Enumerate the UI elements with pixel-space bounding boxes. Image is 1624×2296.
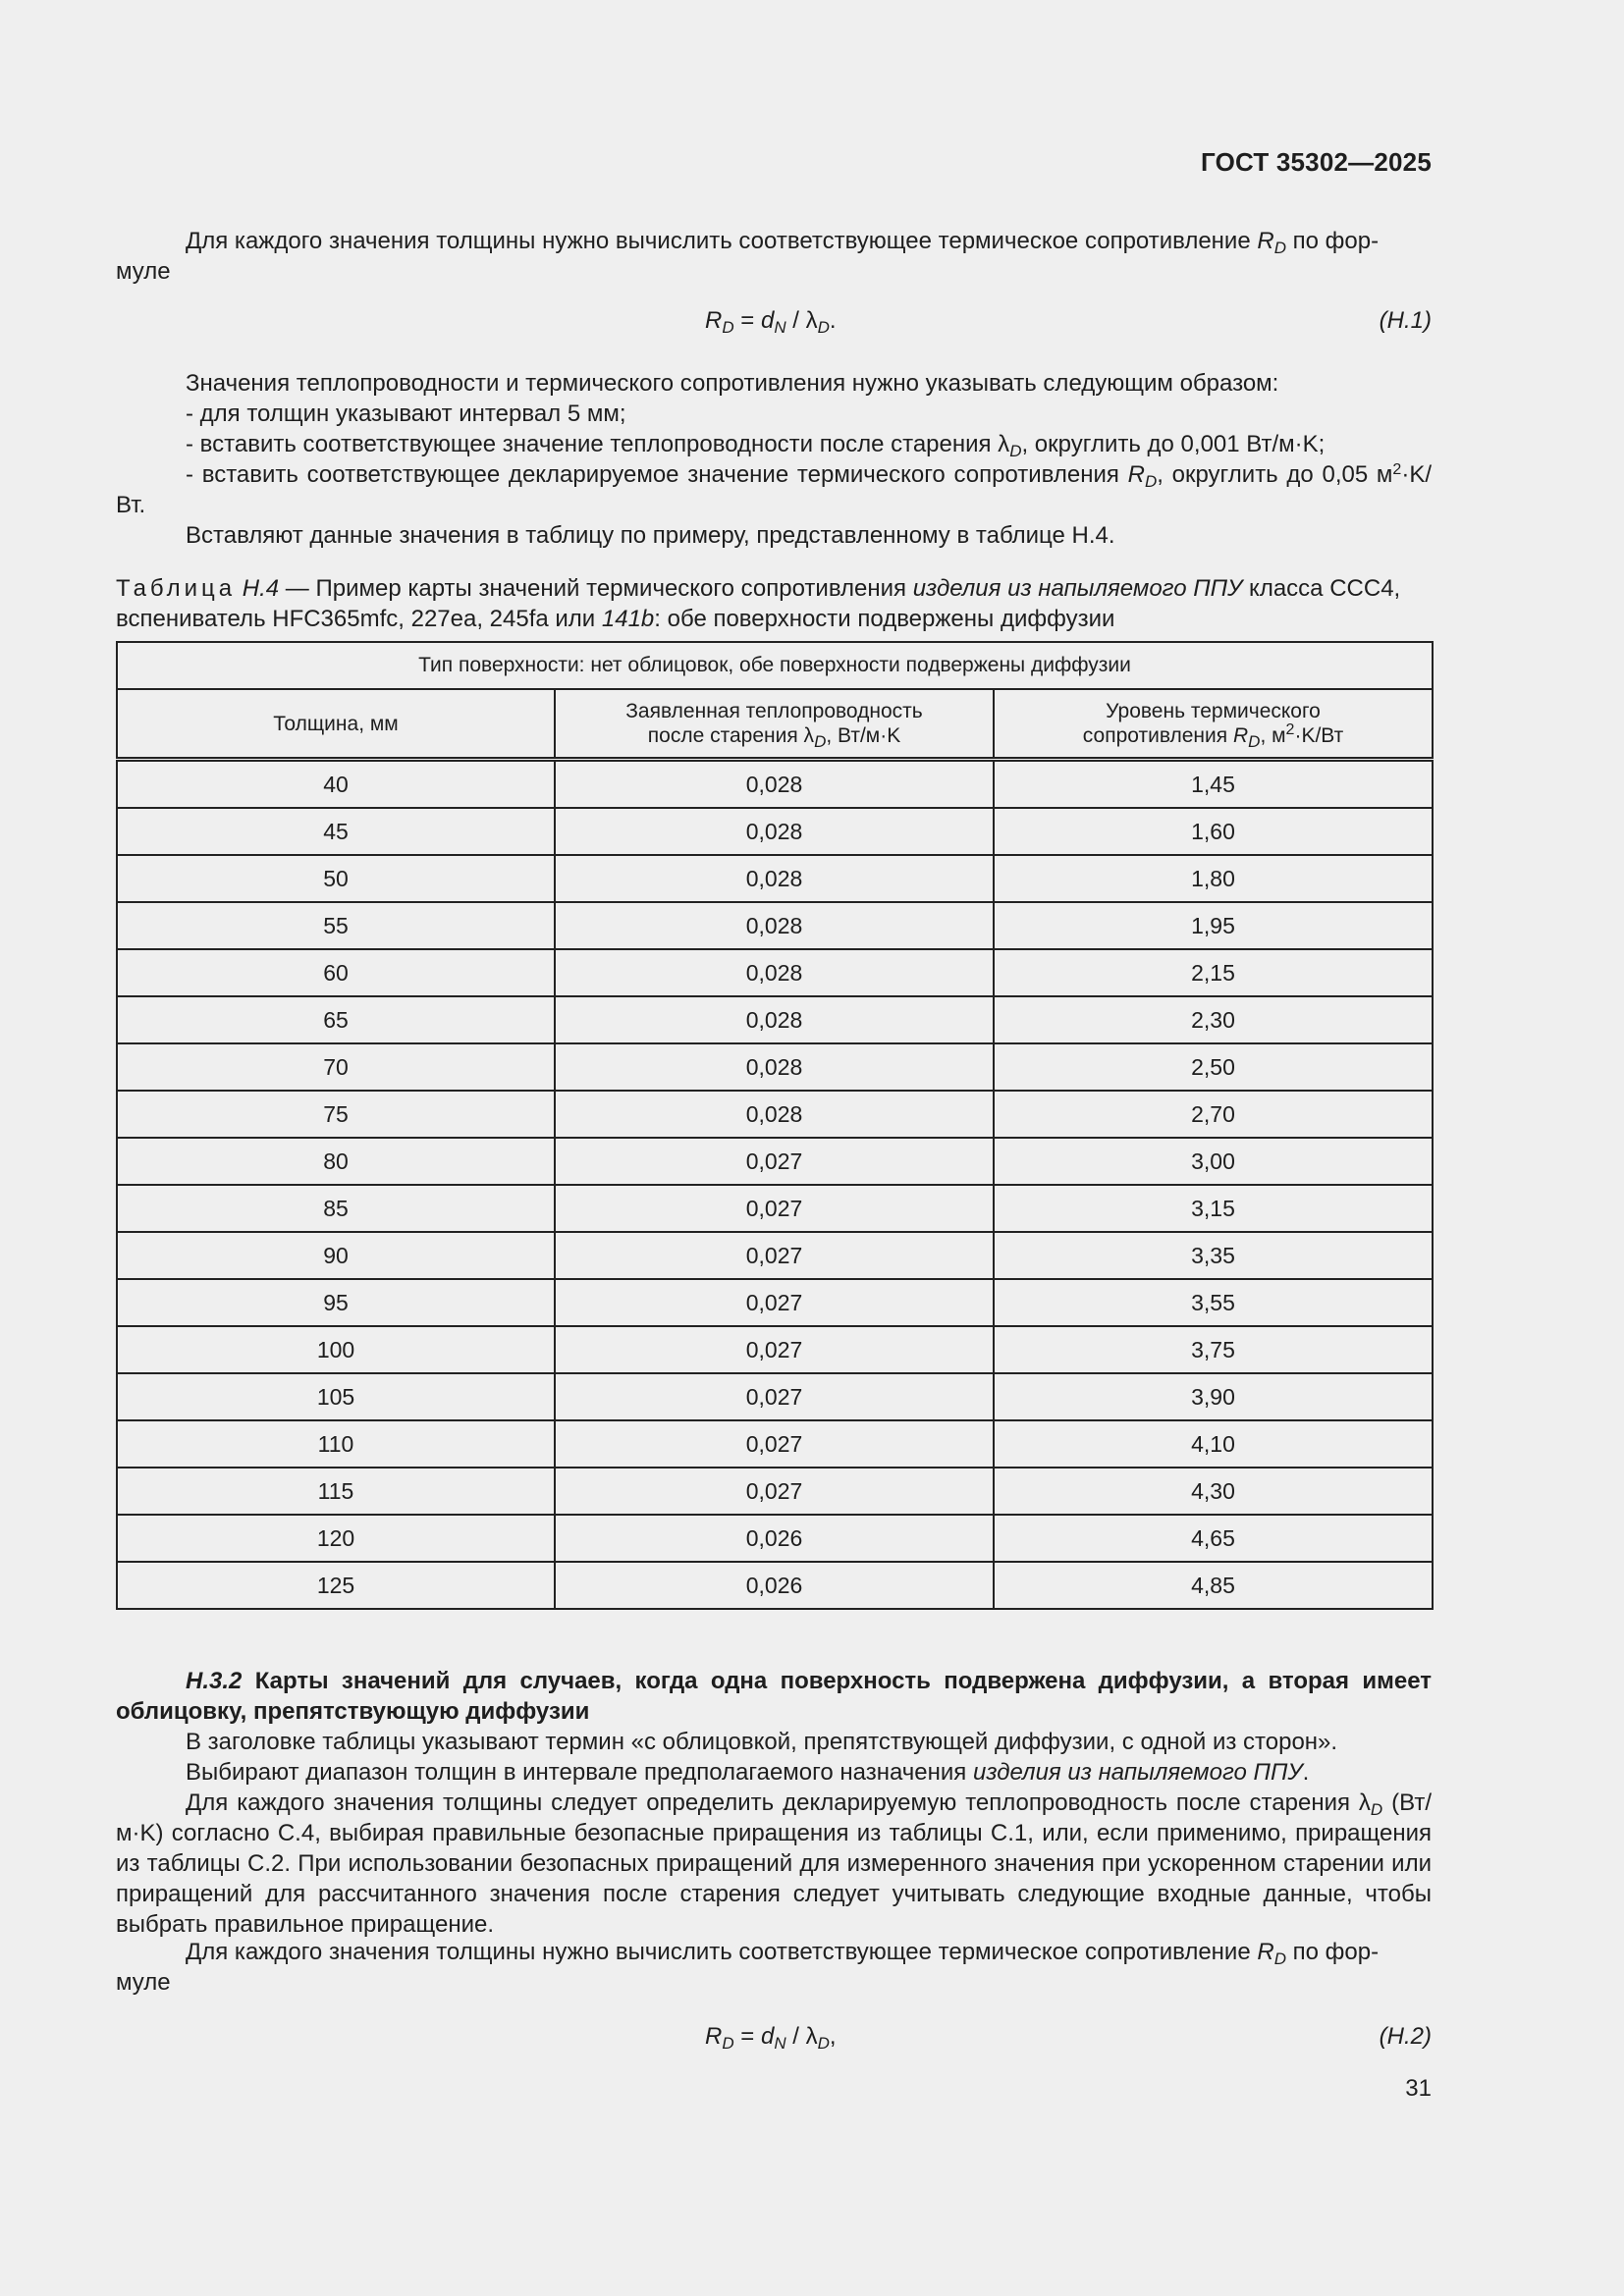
cell-conductivity: 0,028 bbox=[555, 855, 994, 902]
section-paragraph-4-cont: муле bbox=[116, 1969, 171, 1996]
cell-thickness: 80 bbox=[117, 1138, 555, 1185]
cell-conductivity: 0,027 bbox=[555, 1468, 994, 1515]
equation-h2 bbox=[116, 2023, 1432, 2056]
cell-resistance: 3,15 bbox=[994, 1185, 1433, 1232]
cell-thickness: 75 bbox=[117, 1091, 555, 1138]
cell-resistance: 2,70 bbox=[994, 1091, 1433, 1138]
cell-thickness: 115 bbox=[117, 1468, 555, 1515]
table-row bbox=[117, 1420, 1433, 1468]
list-item-2: - вставить соответствующее значение теплопроводности после старения $\lambda_D$, округлить до 0,001 Вт/м·K; bbox=[186, 431, 1326, 460]
table-row bbox=[117, 1091, 1433, 1138]
table-row bbox=[117, 1279, 1433, 1326]
cell-thickness: 105 bbox=[117, 1373, 555, 1420]
cell-conductivity: 0,028 bbox=[555, 1091, 994, 1138]
cell-resistance: 4,30 bbox=[994, 1468, 1433, 1515]
cell-resistance: 2,15 bbox=[994, 949, 1433, 996]
cell-conductivity: 0,026 bbox=[555, 1562, 994, 1609]
cell-thickness: 60 bbox=[117, 949, 555, 996]
page-number: 31 bbox=[1405, 2075, 1432, 2102]
cell-conductivity: 0,026 bbox=[555, 1515, 994, 1562]
table-row bbox=[117, 1326, 1433, 1373]
cell-conductivity: 0,028 bbox=[555, 760, 994, 809]
cell-resistance: 4,65 bbox=[994, 1515, 1433, 1562]
table-row bbox=[117, 1562, 1433, 1609]
section-paragraph-4: Для каждого значения толщины нужно вычислить соответствующее термическое сопротивление $R_D$ по фор- bbox=[186, 1939, 1380, 1968]
cell-conductivity: 0,028 bbox=[555, 902, 994, 949]
document-code: ГОСТ 35302—2025 bbox=[1201, 147, 1432, 177]
list-item-1: - для толщин указывают интервал 5 мм; bbox=[186, 400, 626, 427]
document-page bbox=[116, 0, 1432, 2296]
table-row bbox=[117, 902, 1433, 949]
table-row bbox=[117, 1138, 1433, 1185]
table-span-header: Тип поверхности: нет облицовок, обе поверхности подвержены диффузии bbox=[117, 642, 1433, 689]
section-paragraph-1: В заголовке таблицы указывают термин «с облицовкой, препятствующей диффузии, с одной из сторон». bbox=[186, 1729, 1338, 1755]
section-title: Карты значений для случаев, когда одна поверхность подвержена диффузии, а вторая имеет облицовку, препятствующую диффузии bbox=[116, 1668, 1432, 1725]
column-header-thickness: Толщина, мм bbox=[117, 689, 555, 760]
intro-paragraph-3: Вставляют данные значения в таблицу по примеру, представленному в таблице H.4. bbox=[186, 522, 1115, 549]
table-row bbox=[117, 760, 1433, 809]
cell-thickness: 50 bbox=[117, 855, 555, 902]
table-caption-label: Таблица bbox=[116, 575, 237, 602]
cell-resistance: 2,50 bbox=[994, 1043, 1433, 1091]
cell-thickness: 85 bbox=[117, 1185, 555, 1232]
column-header-resistance: Уровень термического сопротивления $R_D$, $м^2\cdot K/Вт$ bbox=[994, 689, 1433, 760]
table-row bbox=[117, 1468, 1433, 1515]
cell-resistance: 3,75 bbox=[994, 1326, 1433, 1373]
equation-h1-number: (H.1) bbox=[1379, 307, 1432, 334]
table-row bbox=[117, 1232, 1433, 1279]
table-caption-number: H.4 bbox=[242, 575, 280, 602]
cell-conductivity: 0,028 bbox=[555, 808, 994, 855]
cell-resistance: 3,90 bbox=[994, 1373, 1433, 1420]
cell-resistance: 2,30 bbox=[994, 996, 1433, 1043]
intro-paragraph-1-cont: муле bbox=[116, 258, 171, 285]
cell-conductivity: 0,027 bbox=[555, 1185, 994, 1232]
table-row bbox=[117, 996, 1433, 1043]
cell-resistance: 1,45 bbox=[994, 760, 1433, 809]
intro-p1-text: Для каждого значения толщины нужно вычислить соответствующее термическое сопротивление bbox=[186, 228, 1251, 254]
cell-resistance: 3,35 bbox=[994, 1232, 1433, 1279]
cell-resistance: 1,80 bbox=[994, 855, 1433, 902]
equation-h2-formula: $R_D = d_N / \lambda_D$, bbox=[705, 2023, 837, 2053]
section-paragraph-3: Для каждого значения толщины следует определить декларируемую теплопроводность после старения $\lambda_D$ (Вт/м·K) согласно C.4, выбирая правильные безопасные приращения из таблицы C.1, или, если применимо, приращения из таблицы C.2. При использовании безопасных приращений для измеренного значения при ускоренном старении или приращений для рассчитанного значения после старения следует учитывать следующие входные данные, чтобы выбрать правильное приращение. bbox=[116, 1789, 1433, 1938]
equation-h1-formula: $R_D = d_N / \lambda_D$. bbox=[705, 307, 837, 337]
section-paragraph-2: Выбирают диапазон толщин в интервале предполагаемого назначения изделия из напыляемого ППУ. bbox=[186, 1759, 1310, 1786]
table-caption: Таблица H.4 — Пример карты значений термического сопротивления изделия из напыляемого ППУ класса CCC4, вспениватель HFC365mfc, 227ea, 245fa или 141b: обе поверхности подвержены диффузии bbox=[116, 575, 1401, 632]
list-item-3: - вставить соответствующее декларируемое значение термического сопротивления $R_D$, округлить до 0,05 $м^2\cdot K/Вт$. bbox=[116, 461, 1432, 518]
cell-thickness: 70 bbox=[117, 1043, 555, 1091]
cell-conductivity: 0,027 bbox=[555, 1420, 994, 1468]
cell-resistance: 1,95 bbox=[994, 902, 1433, 949]
table-row bbox=[117, 1043, 1433, 1091]
intro-p1-tail: по фор- bbox=[1285, 228, 1380, 254]
section-number: H.3.2 bbox=[186, 1668, 243, 1694]
cell-conductivity: 0,027 bbox=[555, 1232, 994, 1279]
cell-resistance: 4,10 bbox=[994, 1420, 1433, 1468]
cell-resistance: 3,00 bbox=[994, 1138, 1433, 1185]
cell-thickness: 40 bbox=[117, 760, 555, 809]
table-body bbox=[117, 760, 1433, 1610]
cell-thickness: 55 bbox=[117, 902, 555, 949]
cell-conductivity: 0,028 bbox=[555, 949, 994, 996]
table-row bbox=[117, 1515, 1433, 1562]
intro-paragraph-2: Значения теплопроводности и термического сопротивления нужно указывать следующим образом: bbox=[186, 370, 1279, 397]
thermal-resistance-table bbox=[116, 641, 1434, 1610]
table-row bbox=[117, 808, 1433, 855]
equation-h2-number: (H.2) bbox=[1379, 2023, 1432, 2050]
cell-conductivity: 0,027 bbox=[555, 1138, 994, 1185]
cell-conductivity: 0,027 bbox=[555, 1373, 994, 1420]
column-header-conductivity: Заявленная теплопроводность после старения $\lambda_D$, Вт/м·K bbox=[555, 689, 994, 760]
section-heading bbox=[116, 1666, 1432, 1727]
cell-thickness: 125 bbox=[117, 1562, 555, 1609]
cell-resistance: 1,60 bbox=[994, 808, 1433, 855]
table-row bbox=[117, 855, 1433, 902]
equation-h1 bbox=[116, 307, 1432, 341]
cell-thickness: 90 bbox=[117, 1232, 555, 1279]
cell-resistance: 4,85 bbox=[994, 1562, 1433, 1609]
table-row bbox=[117, 949, 1433, 996]
cell-thickness: 100 bbox=[117, 1326, 555, 1373]
cell-thickness: 45 bbox=[117, 808, 555, 855]
cell-thickness: 95 bbox=[117, 1279, 555, 1326]
cell-conductivity: 0,028 bbox=[555, 1043, 994, 1091]
cell-thickness: 110 bbox=[117, 1420, 555, 1468]
cell-conductivity: 0,028 bbox=[555, 996, 994, 1043]
cell-thickness: 65 bbox=[117, 996, 555, 1043]
table-row bbox=[117, 1373, 1433, 1420]
rd-symbol: $R_D$ bbox=[1257, 228, 1286, 257]
cell-thickness: 120 bbox=[117, 1515, 555, 1562]
intro-paragraph-1 bbox=[116, 226, 1432, 256]
table-row bbox=[117, 1185, 1433, 1232]
cell-conductivity: 0,027 bbox=[555, 1279, 994, 1326]
cell-resistance: 3,55 bbox=[994, 1279, 1433, 1326]
cell-conductivity: 0,027 bbox=[555, 1326, 994, 1373]
